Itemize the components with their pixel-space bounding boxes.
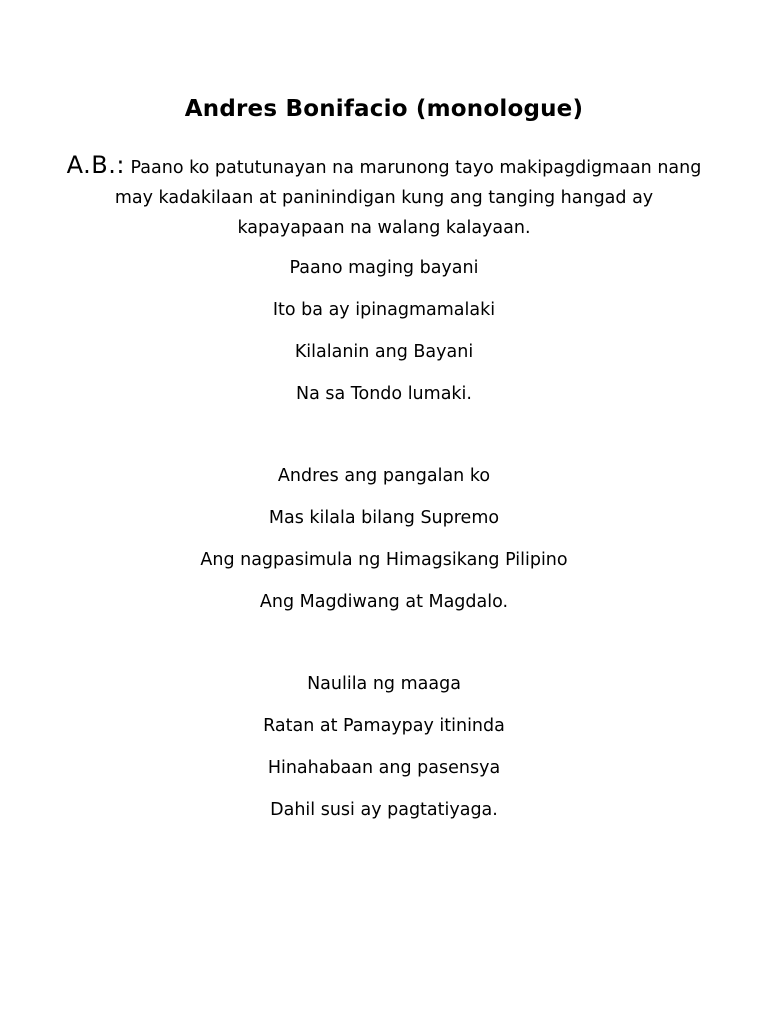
verse-line: Naulila ng maaga [307,674,461,694]
verse-line: Ang nagpasimula ng Himagsikang Pilipino [200,550,568,570]
verse-line: Dahil susi ay pagtatiyaga. [270,800,498,820]
verse-line: Na sa Tondo lumaki. [296,384,472,404]
document-title: Andres Bonifacio (monologue) [184,96,584,122]
verse-line: Ratan at Pamaypay itininda [263,716,505,736]
intro-text: Paano ko patutunayan na marunong tayo makipagdigmaan nang may kadakilaan at paninindigan kung ang tanging hangad ay kapayapaan na walang kalayaan. [114,158,702,238]
verse-line: Kilalanin ang Bayani [294,342,474,362]
verse-line: Mas kilala bilang Supremo [268,508,500,528]
verse-line: Andres ang pangalan ko [277,466,491,486]
verse-line: Hinahabaan ang pasensya [267,758,501,778]
speaker-label: A.B.: [66,151,125,179]
stanza-3 [0,672,768,840]
intro-paragraph [60,150,708,243]
stanza-1 [0,256,768,424]
verse-line: Paano maging bayani [289,258,479,278]
stanza-2 [0,464,768,632]
verse-line: Ang Magdiwang at Magdalo. [259,592,509,612]
verse-line: Ito ba ay ipinagmamalaki [272,300,496,320]
